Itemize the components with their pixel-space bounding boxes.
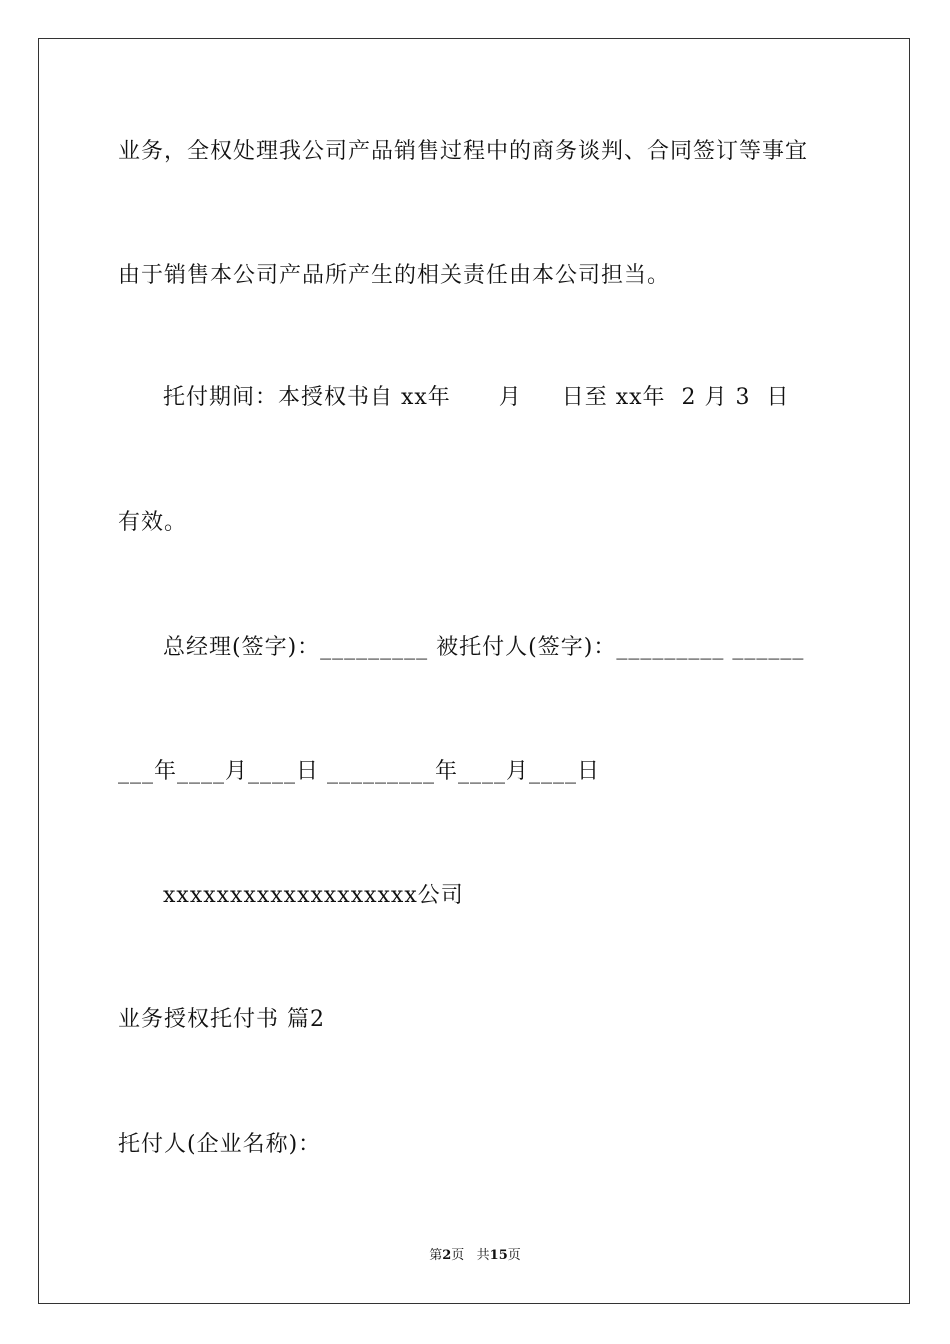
page-footer [0, 1247, 950, 1265]
footer-page-number: 2 [442, 1248, 452, 1263]
signature-line: 总经理(签字)：_________ 被托付人(签字)：_________ ______ [163, 635, 805, 660]
footer-total-pages: 15 [489, 1248, 508, 1263]
entrust-period-line: 托付期间：本授权书自 xx年 月 日至 xx年 2 月 3 日 [163, 385, 790, 410]
body-line-2: 由于销售本公司产品所产生的相关责任由本公司担当。 [118, 263, 671, 288]
body-line-valid: 有效。 [118, 510, 188, 535]
footer-mid: 页 共 [451, 1248, 490, 1263]
footer-prefix: 第 [429, 1248, 443, 1263]
section-title: 业务授权托付书 篇2 [118, 1007, 325, 1032]
entrusting-party-line: 托付人(企业名称)： [118, 1132, 322, 1157]
page-border [38, 38, 910, 1304]
company-line: xxxxxxxxxxxxxxxxxxx公司 [163, 883, 464, 908]
footer-suffix: 页 [507, 1248, 521, 1263]
body-line-1: 业务，全权处理我公司产品销售过程中的商务谈判、合同签订等事宜 [118, 139, 809, 164]
date-line: ___年____月____日 _________年____月____日 [118, 759, 600, 784]
